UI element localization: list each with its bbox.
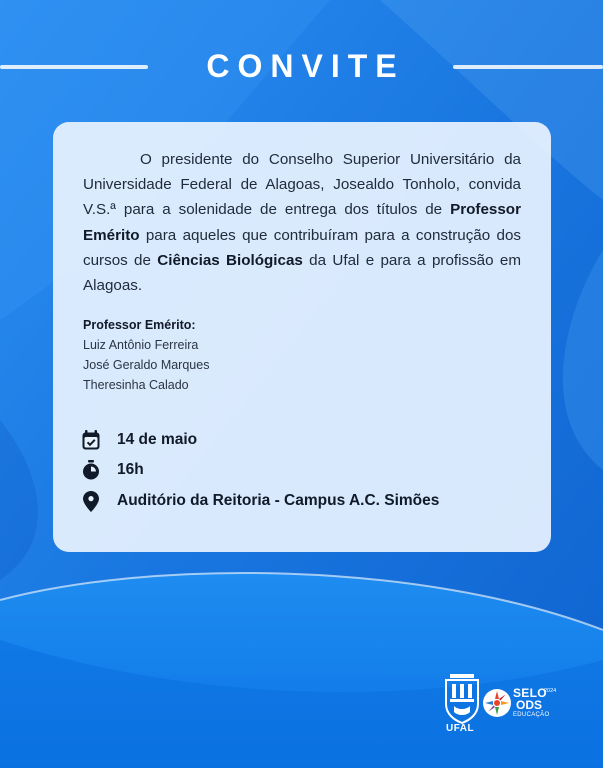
- footer-logos: [440, 672, 560, 738]
- selo-ods-logo: [482, 688, 512, 718]
- event-date: [81, 428, 521, 452]
- header: [0, 44, 603, 88]
- highlight-professor-emerito: Professor Emérito: [83, 201, 521, 244]
- honoree-name: José Geraldo Marques: [83, 358, 210, 372]
- honoree-name: Theresinha Calado: [83, 378, 189, 392]
- event-location-text: Auditório da Reitoria - Campus A.C. Simões: [117, 492, 440, 509]
- invitation-text: [83, 147, 521, 298]
- event-date-text: 14 de maio: [117, 431, 198, 448]
- honorees-heading: Professor Emérito:: [83, 318, 196, 332]
- ufal-logo: [444, 674, 480, 724]
- event-location: [81, 489, 521, 513]
- calendar-check-icon: [81, 429, 101, 451]
- map-pin-icon: [81, 490, 101, 512]
- invitation-text-part: O presidente do Conselho Superior Universitário da Universidade Federal de Alagoas, Josealdo Tonholo, convida V.S.ª para a solenidade de entrega dos títulos de: [83, 151, 521, 219]
- selo-ods-line1: SELO: [513, 686, 547, 700]
- invitation-text-part: para aqueles que contribuíram para a construção dos cursos de: [83, 226, 521, 269]
- event-time-text: 16h: [117, 461, 144, 478]
- selo-ods-line2: ODS: [516, 698, 543, 712]
- honoree-name: Luiz Antônio Ferreira: [83, 338, 199, 352]
- stopwatch-icon: [81, 459, 101, 481]
- highlight-ciencias-biologicas: Ciências Biológicas: [157, 251, 303, 269]
- selo-ods-year: 2024: [544, 688, 557, 694]
- page-title: CONVITE: [206, 48, 405, 84]
- event-time: [81, 458, 521, 482]
- invitation-card: [53, 122, 551, 552]
- ufal-logo-text: UFAL: [446, 723, 475, 734]
- honorees-list: [83, 315, 383, 395]
- selo-ods-subtitle: EDUCAÇÃO: [513, 712, 550, 718]
- invitation-text-part: da Ufal e para a profissão em Alagoas.: [83, 251, 521, 295]
- title-decor-line-right: [453, 65, 603, 69]
